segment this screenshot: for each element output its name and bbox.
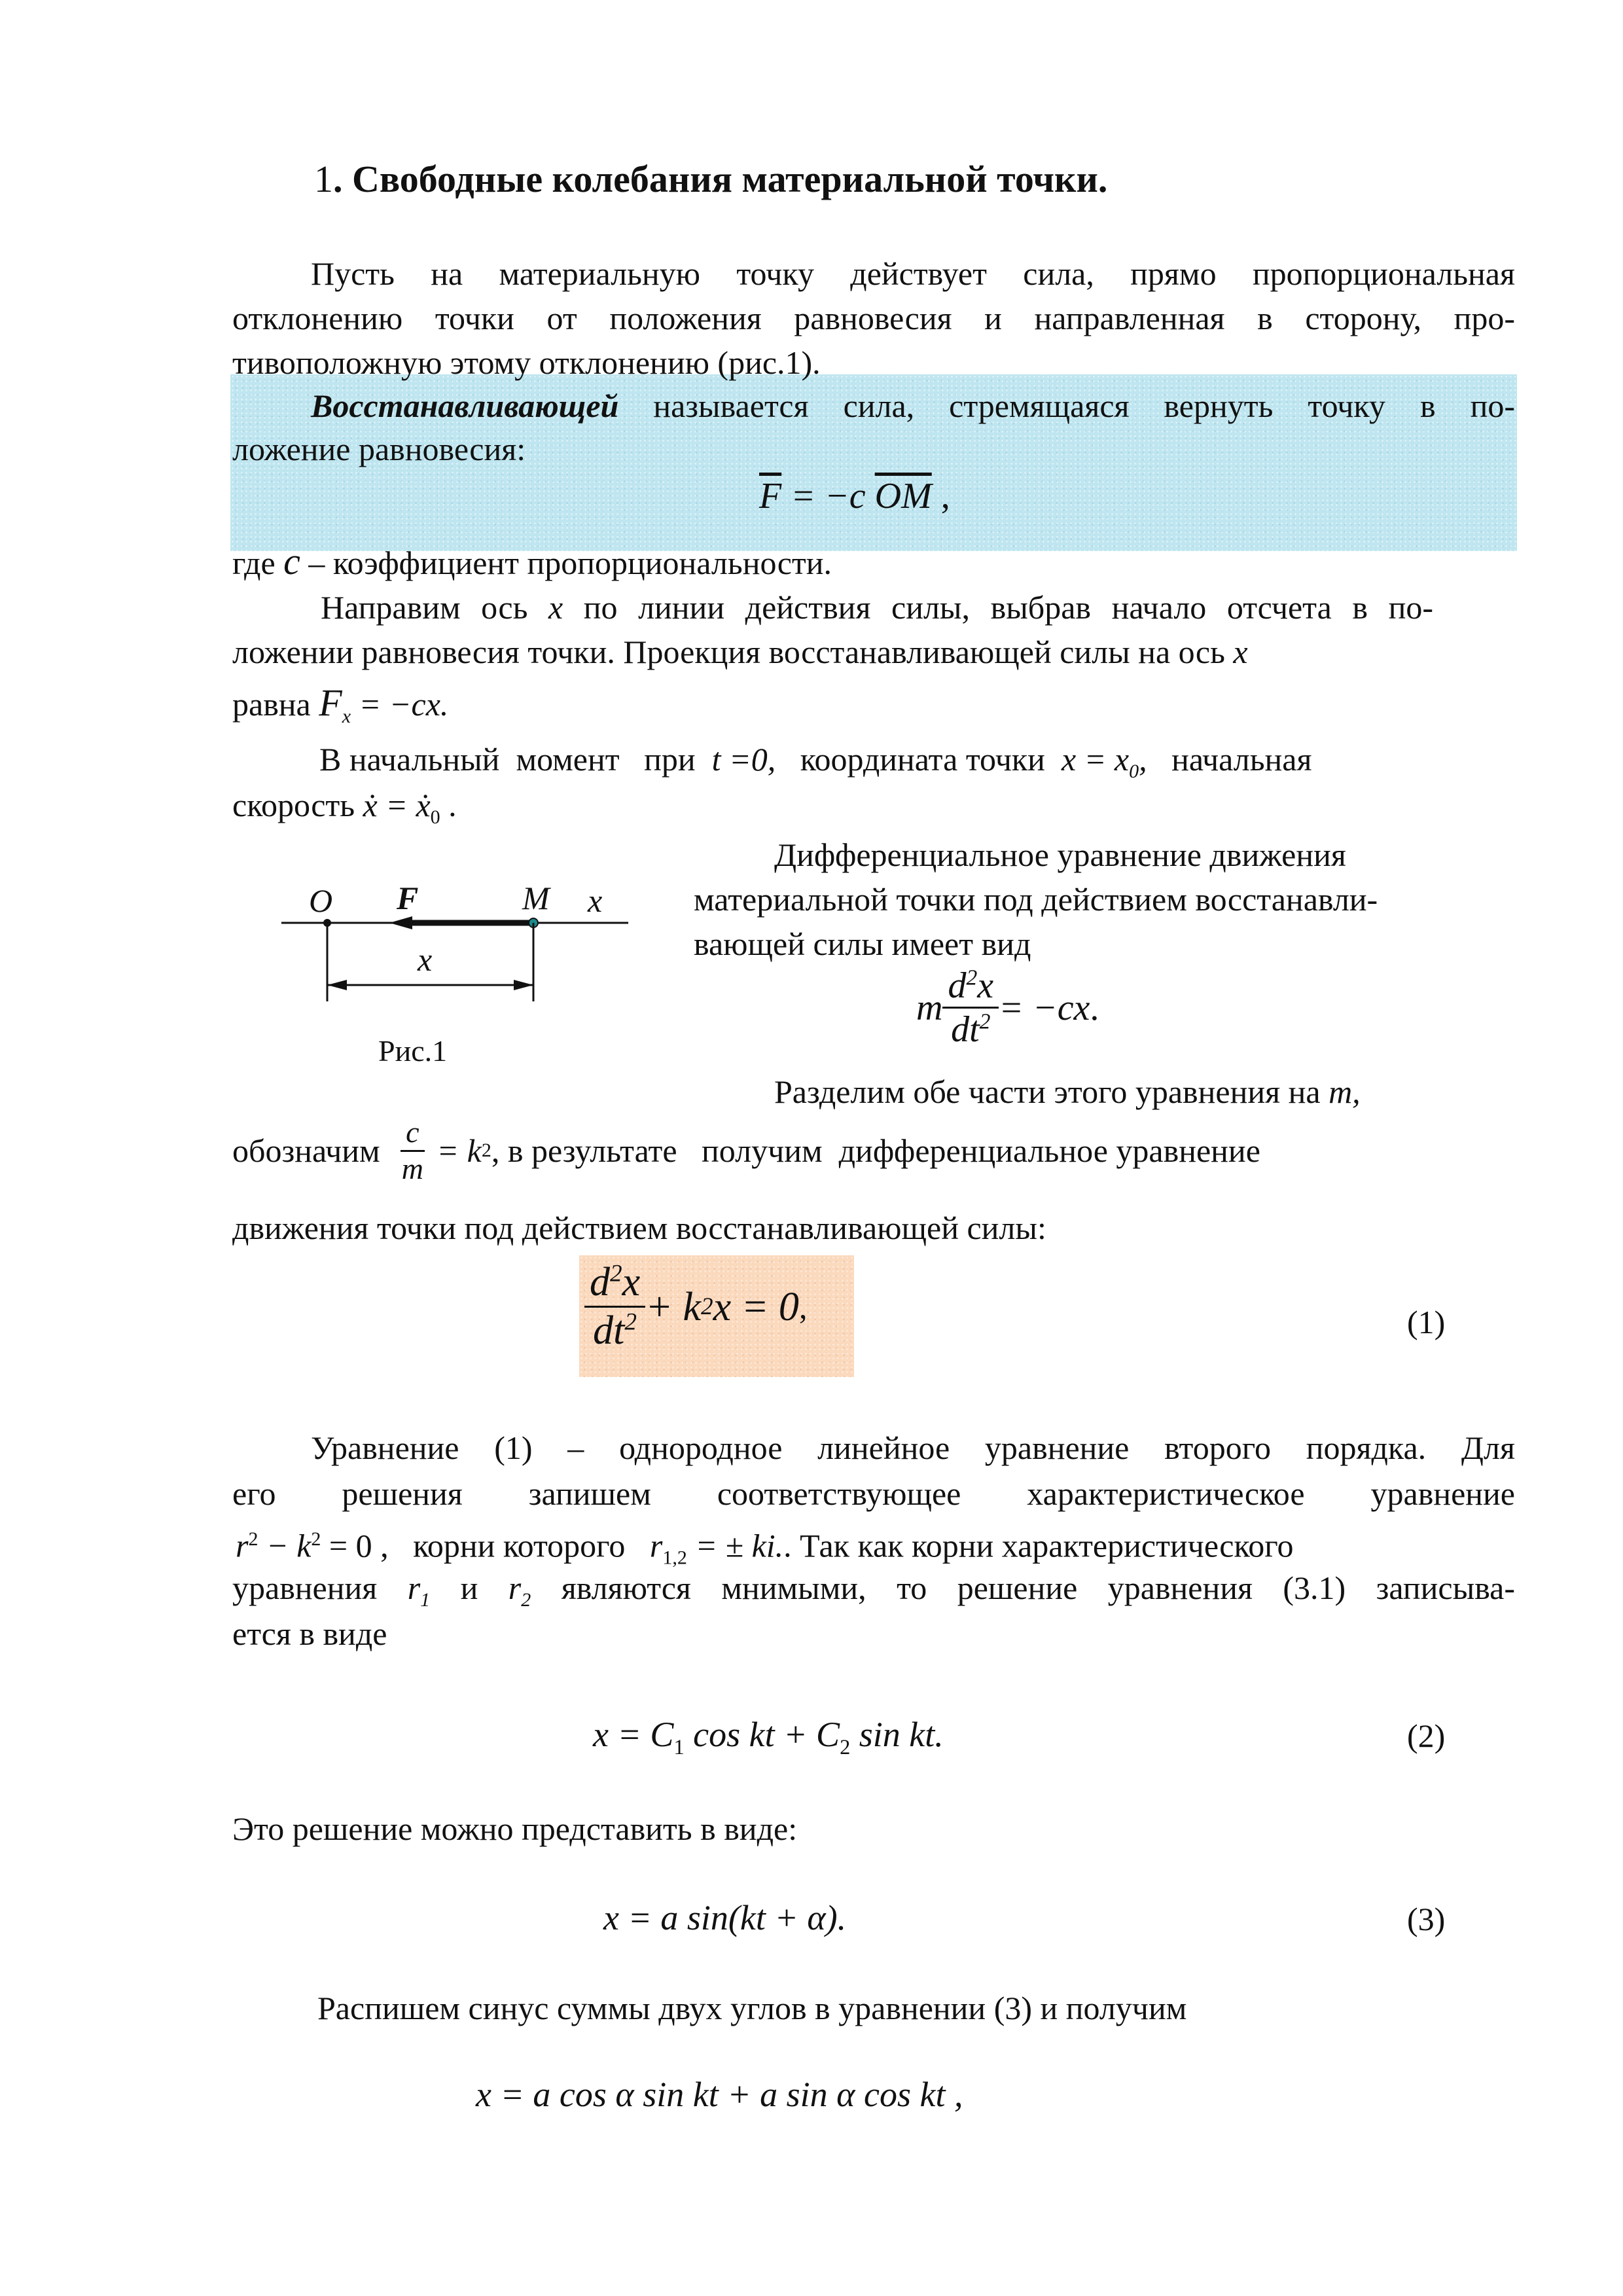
figure-1 [275, 864, 654, 1060]
c-over-m-fraction: $\frac{c}{m}$ [401, 1115, 423, 1185]
para2-line3: равна $F_x = -cx$. [232, 681, 449, 727]
diffeq-line1: Дифференциальное уравнение движения [774, 836, 1346, 873]
diffeq-line3: вающей силы имеет вид [694, 925, 1031, 962]
definition-term: Восстанавливающей [311, 387, 619, 424]
restoring-force-formula: $\overline{F} = -c$ $\overline{OM}$ , [759, 476, 950, 516]
figure-caption: Рис.1 [378, 1034, 448, 1067]
equation-2: $x = C_1$ cos kt + $C_2$ sin kt. [593, 1715, 944, 1759]
para4-line5: ется в виде [232, 1615, 387, 1652]
equation-1-number: (1) [1407, 1304, 1446, 1340]
dim-arrow-right [514, 980, 533, 990]
dim-arrow-left [327, 980, 347, 990]
page-title: 1. Свободные колебания материальной точки. [314, 158, 1108, 200]
para4-line2: его решения запишем соответствующее характеристическое уравнение [232, 1475, 1515, 1512]
equation-3-number: (3) [1407, 1901, 1446, 1937]
equation-2-number: (2) [1407, 1717, 1446, 1754]
para4-line4: уравнения $r_1$ и $r_2$ являются мнимыми, то решение уравнения (3.1) записыва- [232, 1570, 1516, 1611]
equation-3: x = a sin(kt + α). [603, 1898, 847, 1937]
equation-4: x = a cos α sin kt + a sin α cos kt , [476, 2075, 963, 2114]
eq1-fraction: $\frac{d^2x}{dt^2}$ [584, 1259, 645, 1355]
label-x-axis: x [588, 882, 603, 919]
diffeq-fraction: $\frac{d^2x}{dt^2}$ [942, 965, 999, 1051]
label-x-dimension: x [418, 941, 433, 978]
para1-line3: тивоположную этому отклонению (рис.1). [232, 344, 821, 381]
diffeq-line2: материальной точки под действием восстанавли- [694, 881, 1378, 918]
notation-line: обозначим $\frac{c}{m}$ = k 2 , в результате получим дифференциальное уравнение [232, 1115, 1260, 1185]
sine-sum-line: Распишем синус суммы двух углов в уравнении (3) и получим [317, 1990, 1187, 2026]
representation-line: Это решение можно представить в виде: [232, 1810, 798, 1847]
equation-1: $\frac{d^2x}{dt^2}$ + k 2 x = 0 , [584, 1259, 807, 1355]
label-f: F [397, 880, 419, 916]
label-o: O [309, 882, 333, 919]
para1-line2: отклонению точки от положения равновесия и направленная в сторону, про- [232, 300, 1515, 336]
para4-line1: Уравнение (1) – однородное линейное уравнение второго порядка. Для [311, 1429, 1515, 1466]
diffeq-formula: m $\frac{d^2x}{dt^2}$ = −cx . [916, 965, 1099, 1050]
coefficient-line: где c – коэффициент пропорциональности. [232, 540, 832, 583]
definition-line2: ложение равновесия: [232, 431, 526, 467]
para4-line3: $r^2 - k^2 = 0$ , корни которого $r_{1,2}$ = ± ki.. Так как корни характеристического [236, 1527, 1294, 1569]
para3-line1: В начальный момент при t =0, координата точки $x = x_0$, начальная [319, 741, 1312, 782]
para2-line2: ложении равновесия точки. Проекция восстанавливающей силы на ось x [232, 634, 1248, 670]
divide-line: Разделим обе части этого уравнения на m, [774, 1073, 1361, 1110]
para3-line2: скорость ẋ = ẋ$_0$ . [232, 787, 457, 828]
para1-line1: Пусть на материальную точку действует сила, прямо пропорциональная [311, 255, 1515, 292]
label-m: M [522, 880, 550, 916]
motion-line: движения точки под действием восстанавливающей силы: [232, 1210, 1046, 1246]
para2-line1: Направим ось x по линии действия силы, выбрав начало отсчета в по- [321, 589, 1433, 626]
definition-line1: Восстанавливающей называется сила, стремящаяся вернуть точку в по- [311, 387, 1515, 424]
